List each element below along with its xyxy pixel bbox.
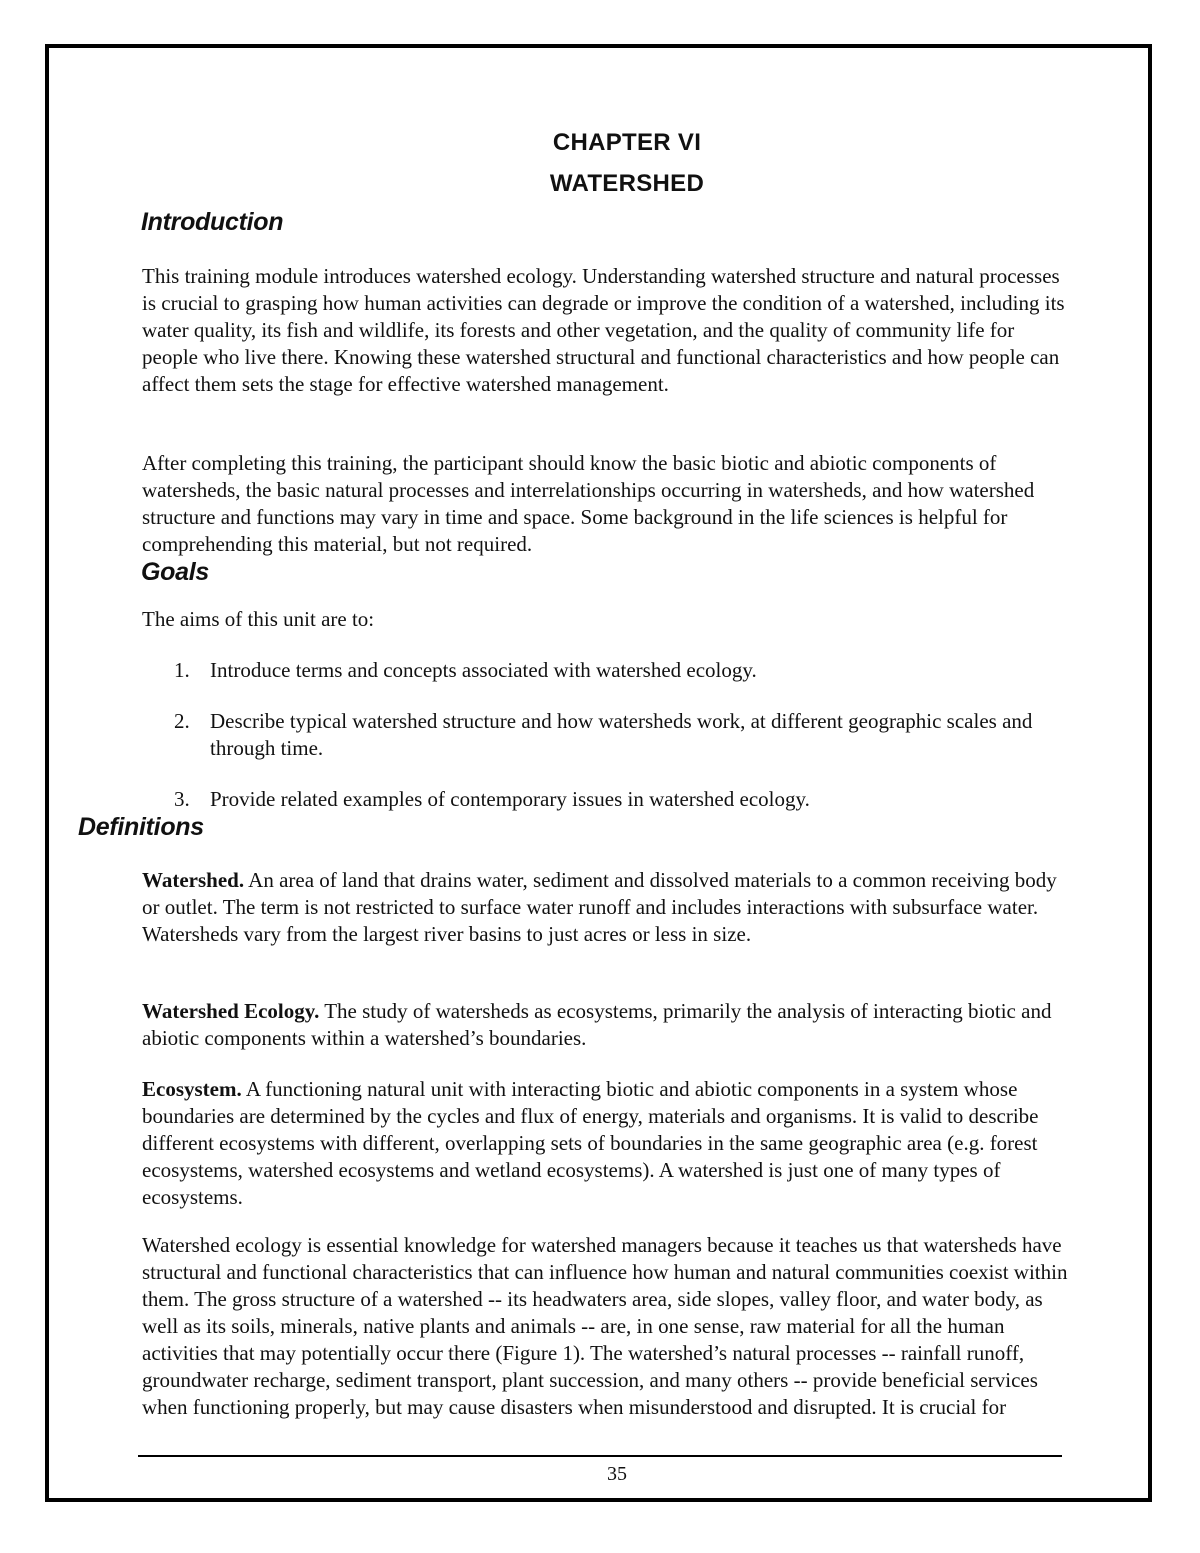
definition-text: An area of land that drains water, sediment and dissolved materials to a common receiving body or outlet. The term is not restricted to surface water runoff and includes interactions with subsurface water. Watersheds vary from the largest river basins to just acres or less in size. bbox=[142, 868, 1057, 946]
definition-text: A functioning natural unit with interacting biotic and abiotic components in a system whose boundaries are determined by the cycles and flux of energy, materials and organisms. It is valid to describe different ecosystems with different, overlapping sets of boundaries in the same geographic area (e.g. forest ecosystems, watershed ecosystems and wetland ecosystems). A watershed is just one of many types of ecosystems. bbox=[142, 1077, 1039, 1209]
definition-ecosystem bbox=[142, 1076, 1072, 1211]
definition-watershed-ecology bbox=[142, 998, 1072, 1052]
goal-text: Introduce terms and concepts associated with watershed ecology. bbox=[210, 658, 757, 682]
chapter-title: WATERSHED bbox=[549, 170, 705, 197]
goal-number: 3. bbox=[174, 787, 190, 811]
chapter-number: CHAPTER VI bbox=[552, 129, 702, 156]
introduction-heading: Introduction bbox=[141, 208, 284, 236]
definitions-heading: Definitions bbox=[78, 813, 204, 841]
introduction-paragraph: This training module introduces watershed ecology. Understanding watershed structure and natural processes is crucial to grasping how human activities can degrade or improve the condition of a watershed, including its water quality, its fish and wildlife, its forests and other vegetation, and the quality of community life for people who live there. Knowing these watershed structural and functional characteristics and how people can affect them sets the stage for effective watershed management. bbox=[142, 264, 1065, 396]
goal-number: 1. bbox=[174, 658, 190, 682]
goals-heading: Goals bbox=[141, 558, 209, 586]
definition-watershed bbox=[142, 867, 1072, 948]
definition-term: Watershed. bbox=[142, 868, 245, 892]
page-number: 35 bbox=[607, 1463, 627, 1485]
definition-term: Ecosystem. bbox=[142, 1077, 242, 1101]
introduction-paragraph: After completing this training, the participant should know the basic biotic and abiotic components of watersheds, the basic natural processes and interrelationships occurring in watersheds, and how watershed structure and functions may vary in time and space. Some background in the life sciences is helpful for comprehending this material, but not required. bbox=[142, 451, 1035, 556]
footer-rule bbox=[138, 1455, 1062, 1457]
goal-text: Provide related examples of contemporary issues in watershed ecology. bbox=[210, 787, 810, 811]
goal-number: 2. bbox=[174, 709, 190, 733]
goals-intro: The aims of this unit are to: bbox=[142, 607, 375, 631]
definition-text: The study of watersheds as ecosystems, primarily the analysis of interacting biotic and abiotic components within a watershed’s boundaries. bbox=[142, 999, 1052, 1050]
goal-text: Describe typical watershed structure and how watersheds work, at different geographic scales and through time. bbox=[210, 709, 1033, 760]
definition-term: Watershed Ecology. bbox=[142, 999, 320, 1023]
closing-paragraph: Watershed ecology is essential knowledge for watershed managers because it teaches us that watersheds have structural and functional characteristics that can influence how human and natural communities coexist within them. The gross structure of a watershed -- its headwaters area, side slopes, valley floor, and water body, as well as its soils, minerals, native plants and animals -- are, in one sense, raw material for all the human activities that may potentially occur there (Figure 1). The watershed’s natural processes -- rainfall runoff, groundwater recharge, sediment transport, plant succession, and many others -- provide beneficial services when functioning properly, but may cause disasters when misunderstood and disrupted. It is crucial for bbox=[142, 1233, 1068, 1419]
